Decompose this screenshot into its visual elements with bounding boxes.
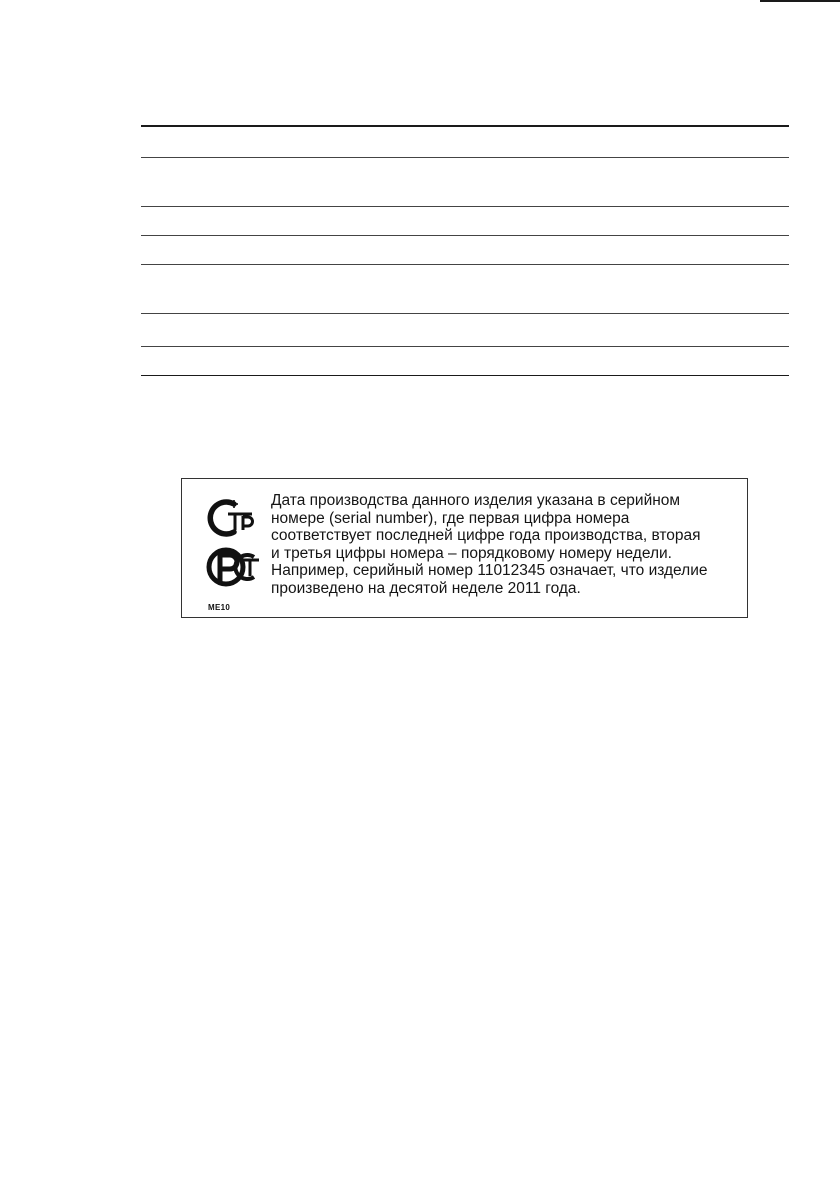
explanation-line: Например, серийный номер 11012345 означает, что изделие xyxy=(271,562,708,580)
table-cell-value xyxy=(465,157,789,206)
table-cell-spacer xyxy=(141,346,465,375)
table-cell-label xyxy=(141,126,465,157)
table-cell-label xyxy=(141,206,465,235)
table-cell-value xyxy=(465,264,789,313)
header-rule xyxy=(760,0,840,2)
serial-number-explanation xyxy=(271,492,741,598)
table-cell-label xyxy=(141,235,465,264)
table-row xyxy=(141,157,789,206)
table-row xyxy=(141,206,789,235)
table-row xyxy=(141,313,789,346)
table-cell-value xyxy=(465,235,789,264)
table-row xyxy=(141,264,789,313)
certification-marks xyxy=(204,495,264,612)
gost-tr-mark-icon xyxy=(204,495,262,541)
table-cell-value xyxy=(465,126,789,157)
explanation-line: Дата производства данного изделия указана в серийном xyxy=(271,492,681,509)
certification-code: ME10 xyxy=(208,603,231,612)
certification-notice-box xyxy=(181,478,748,618)
spec-table xyxy=(141,125,789,376)
table-cell-value xyxy=(465,313,789,346)
table-cell-value xyxy=(465,206,789,235)
table-row xyxy=(141,235,789,264)
table-cell-label xyxy=(141,313,465,346)
explanation-line: произведено на десятой неделе 2011 года. xyxy=(271,579,581,597)
table-row xyxy=(141,346,789,375)
table-row xyxy=(141,126,789,157)
explanation-line: и третья цифры номера – порядковому номеру недели. xyxy=(271,544,672,562)
pct-mark-icon xyxy=(204,543,262,601)
explanation-line: номере (serial number), где первая цифра номера xyxy=(271,509,630,527)
table-cell-spacer xyxy=(465,346,789,375)
explanation-line: соответствует последней цифре года производства, вторая xyxy=(271,527,701,545)
table-cell-label xyxy=(141,157,465,206)
table-cell-label xyxy=(141,264,465,313)
